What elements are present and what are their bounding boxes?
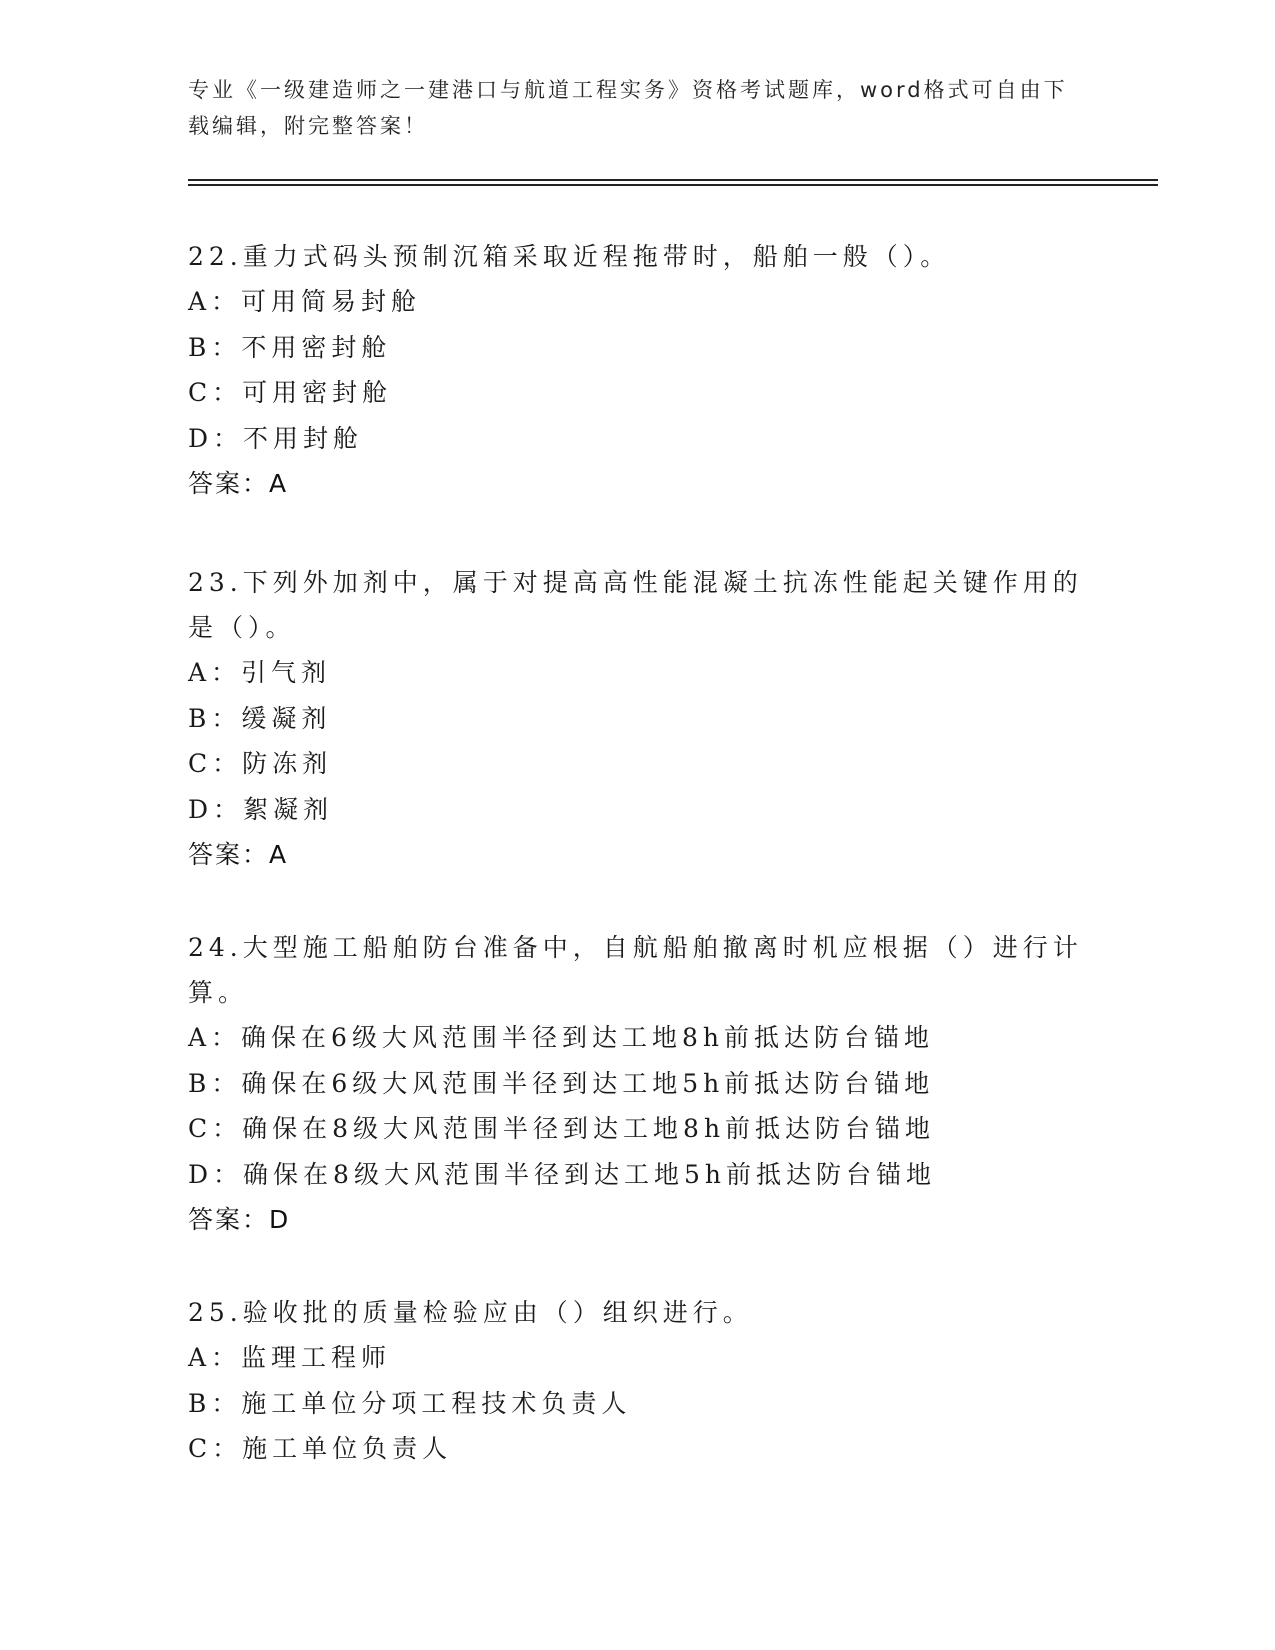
answer-label: 答案：A <box>188 840 289 869</box>
option-b: B：缓凝剂 <box>188 703 332 733</box>
option-c: C：施工单位负责人 <box>188 1434 453 1463</box>
header-divider-bottom <box>188 184 1158 186</box>
question-stem: 22.重力式码头预制沉箱采取近程拖带时，船舶一般（）。 <box>188 242 951 271</box>
question-stem: 24.大型施工船舶防台准备中，自航船舶撤离时机应根据（）进行计算。 <box>188 933 1083 1007</box>
option-b: B：确保在6级大风范围半径到达工地5h前抵达防台锚地 <box>188 1068 935 1098</box>
option-c: C：可用密封舱 <box>188 378 393 407</box>
question-stem: 25.验收批的质量检验应由（）组织进行。 <box>188 1298 753 1327</box>
option-c: C：防冻剂 <box>188 749 333 778</box>
option-d: D：确保在8级大风范围半径到达工地5h前抵达防台锚地 <box>188 1159 936 1189</box>
option-a: A：引气剂 <box>188 658 332 687</box>
option-b: B：施工单位分项工程技术负责人 <box>188 1388 632 1418</box>
answer-label: 答案：D <box>188 1205 291 1234</box>
option-d: D：絮凝剂 <box>188 794 334 824</box>
option-d: D：不用封舱 <box>188 423 364 453</box>
option-a: A：确保在6级大风范围半径到达工地8h前抵达防台锚地 <box>188 1023 934 1052</box>
question-25 <box>188 1290 1088 1472</box>
document-header: 专业《一级建造师之一建港口与航道工程实务》资格考试题库，word格式可自由下载编辑，附完整答案！ <box>188 78 1068 138</box>
answer-label: 答案：A <box>188 469 289 498</box>
option-c: C：确保在8级大风范围半径到达工地8h前抵达防台锚地 <box>188 1114 936 1143</box>
option-b: B：不用密封舱 <box>188 332 392 362</box>
option-a: A：可用简易封舱 <box>188 287 422 316</box>
question-23 <box>188 560 1088 877</box>
question-stem: 23.下列外加剂中，属于对提高高性能混凝土抗冻性能起关键作用的是（）。 <box>188 568 1083 642</box>
option-a: A：监理工程师 <box>188 1343 392 1372</box>
question-22 <box>188 234 1088 506</box>
question-24 <box>188 925 1088 1242</box>
header-divider-top <box>188 179 1158 181</box>
